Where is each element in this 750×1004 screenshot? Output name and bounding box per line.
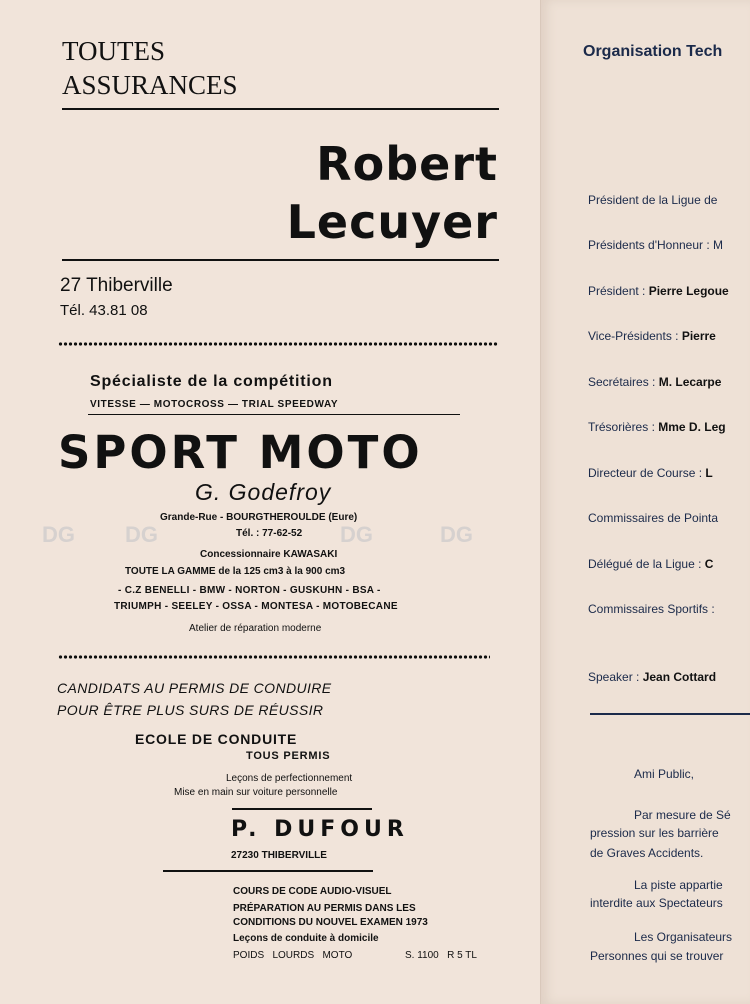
ad3-footer-a: POIDS LOURDS MOTO: [233, 950, 353, 961]
ad2-disciplines: VITESSE — MOTOCROSS — TRIAL SPEEDWAY: [90, 399, 339, 410]
ad3-course-1: COURS DE CODE AUDIO-VISUEL: [233, 886, 392, 897]
ad2-shop-name: SPORT MOTO: [58, 426, 423, 479]
watermark-1: DG: [42, 522, 75, 547]
ad3-footer-b: S. 1100 R 5 TL: [405, 950, 477, 961]
right-row-9: [588, 602, 715, 616]
ad2-range: TOUTE LA GAMME de la 125 cm3 à la 900 cm3: [125, 566, 346, 577]
ad1-rule-bottom: [62, 259, 499, 261]
ad1-name-first: Robert: [316, 137, 498, 191]
right-row-4: [588, 375, 721, 389]
ad1-rule-top: [62, 108, 499, 110]
ad3-rule-top: [232, 808, 372, 810]
right-row-0: [588, 193, 717, 207]
ad2-brands-2: TRIUMPH - SEELEY - OSSA - MONTESA - MOTOBECANE: [114, 601, 398, 612]
ad2-tagline: Spécialiste de la compétition: [90, 373, 333, 390]
ad3-course-2: PRÉPARATION AU PERMIS DANS LES: [233, 903, 416, 914]
ad3-town: 27230 THIBERVILLE: [231, 850, 327, 861]
ad1-header-line2: ASSURANCES: [62, 70, 238, 100]
right-row-8: [588, 557, 713, 571]
right-para3-line2: Personnes qui se trouver: [590, 949, 724, 963]
right-row-3: [588, 329, 716, 343]
ad3-permits: TOUS PERMIS: [246, 750, 331, 762]
ad3-course-3: CONDITIONS DU NOUVEL EXAMEN 1973: [233, 917, 428, 928]
right-para2-line2: interdite aux Spectateurs: [590, 896, 723, 910]
right-row-label: Président :: [588, 284, 649, 298]
ad3-line-2: Mise en main sur voiture personnelle: [174, 787, 338, 798]
watermark-3: DG: [340, 522, 373, 547]
ad2-rule: [88, 414, 460, 415]
watermark-2: DG: [125, 522, 158, 547]
right-para1-line2: pression sur les barrière: [590, 826, 719, 840]
right-row-value: Pierre Legoue: [648, 284, 729, 298]
ad2-brands-1: - C.Z BENELLI - BMW - NORTON - GUSKUHN - BSA -: [118, 585, 381, 596]
right-row-label: Vice-Présidents :: [588, 329, 682, 343]
ad2-address: Grande-Rue - BOURGTHEROULDE (Eure): [160, 512, 358, 523]
right-greeting: Ami Public,: [634, 767, 695, 781]
right-row-value: Mme D. Leg: [658, 420, 726, 434]
ad1-address: 27 Thiberville: [60, 275, 173, 296]
ad3-course-4: Leçons de conduite à domicile: [233, 933, 379, 944]
right-para1-line3: de Graves Accidents.: [590, 846, 704, 860]
right-row-label: Speaker :: [588, 670, 643, 684]
ad3-intro-2: POUR ÊTRE PLUS SURS DE RÉUSSIR: [57, 702, 324, 718]
ad3-school: ECOLE DE CONDUITE: [135, 731, 298, 747]
ad1-name-last: Lecuyer: [286, 195, 498, 249]
ad2-dealer: Concessionnaire KAWASAKI: [200, 549, 338, 560]
ad3-name: P. DUFOUR: [231, 817, 409, 842]
right-row-label: Président de la Ligue de: [588, 193, 718, 207]
right-para2-line1: La piste appartie: [634, 878, 723, 892]
ad3-rule-bottom: [163, 870, 373, 872]
ad1-phone: Tél. 43.81 08: [60, 302, 148, 319]
right-row-6: [588, 466, 713, 480]
right-row-7: [588, 511, 718, 525]
ad1-header-line1: TOUTES: [62, 36, 166, 66]
right-rule: [590, 713, 750, 715]
right-row-value: L: [705, 466, 713, 480]
right-para1-line1: Par mesure de Sé: [634, 808, 731, 822]
right-row-5: [588, 420, 726, 434]
watermark-4: DG: [440, 522, 473, 547]
right-row-label: Commissaires Sportifs :: [588, 602, 715, 616]
right-row-value: Pierre: [681, 329, 716, 343]
right-row-label: Trésorières :: [588, 420, 659, 434]
right-row-label: Délégué de la Ligue :: [588, 557, 705, 571]
ad2-workshop: Atelier de réparation moderne: [189, 623, 322, 634]
ad2-owner: G. Godefroy: [195, 479, 332, 505]
right-row-10: [588, 670, 716, 684]
right-row-value: M. Lecarpe: [658, 375, 722, 389]
right-row-value: Jean Cottard: [642, 670, 717, 684]
ad2-phone: Tél. : 77-62-52: [236, 528, 303, 539]
right-title: Organisation Tech: [583, 43, 723, 60]
right-row-label: Secrétaires :: [588, 375, 659, 389]
right-row-label: Présidents d'Honneur : M: [588, 238, 724, 252]
ad3-line-1: Leçons de perfectionnement: [226, 773, 353, 784]
right-row-1: [588, 238, 723, 252]
right-para3-line1: Les Organisateurs: [634, 930, 733, 944]
right-row-label: Directeur de Course :: [588, 466, 706, 480]
right-row-2: [588, 284, 729, 298]
right-row-value: C: [704, 557, 714, 571]
ad3-intro-1: CANDIDATS AU PERMIS DE CONDUIRE: [57, 680, 332, 696]
separator-dotted-2: [58, 654, 490, 660]
right-row-label: Commissaires de Pointa: [588, 511, 719, 525]
separator-dotted-1: [58, 341, 498, 347]
